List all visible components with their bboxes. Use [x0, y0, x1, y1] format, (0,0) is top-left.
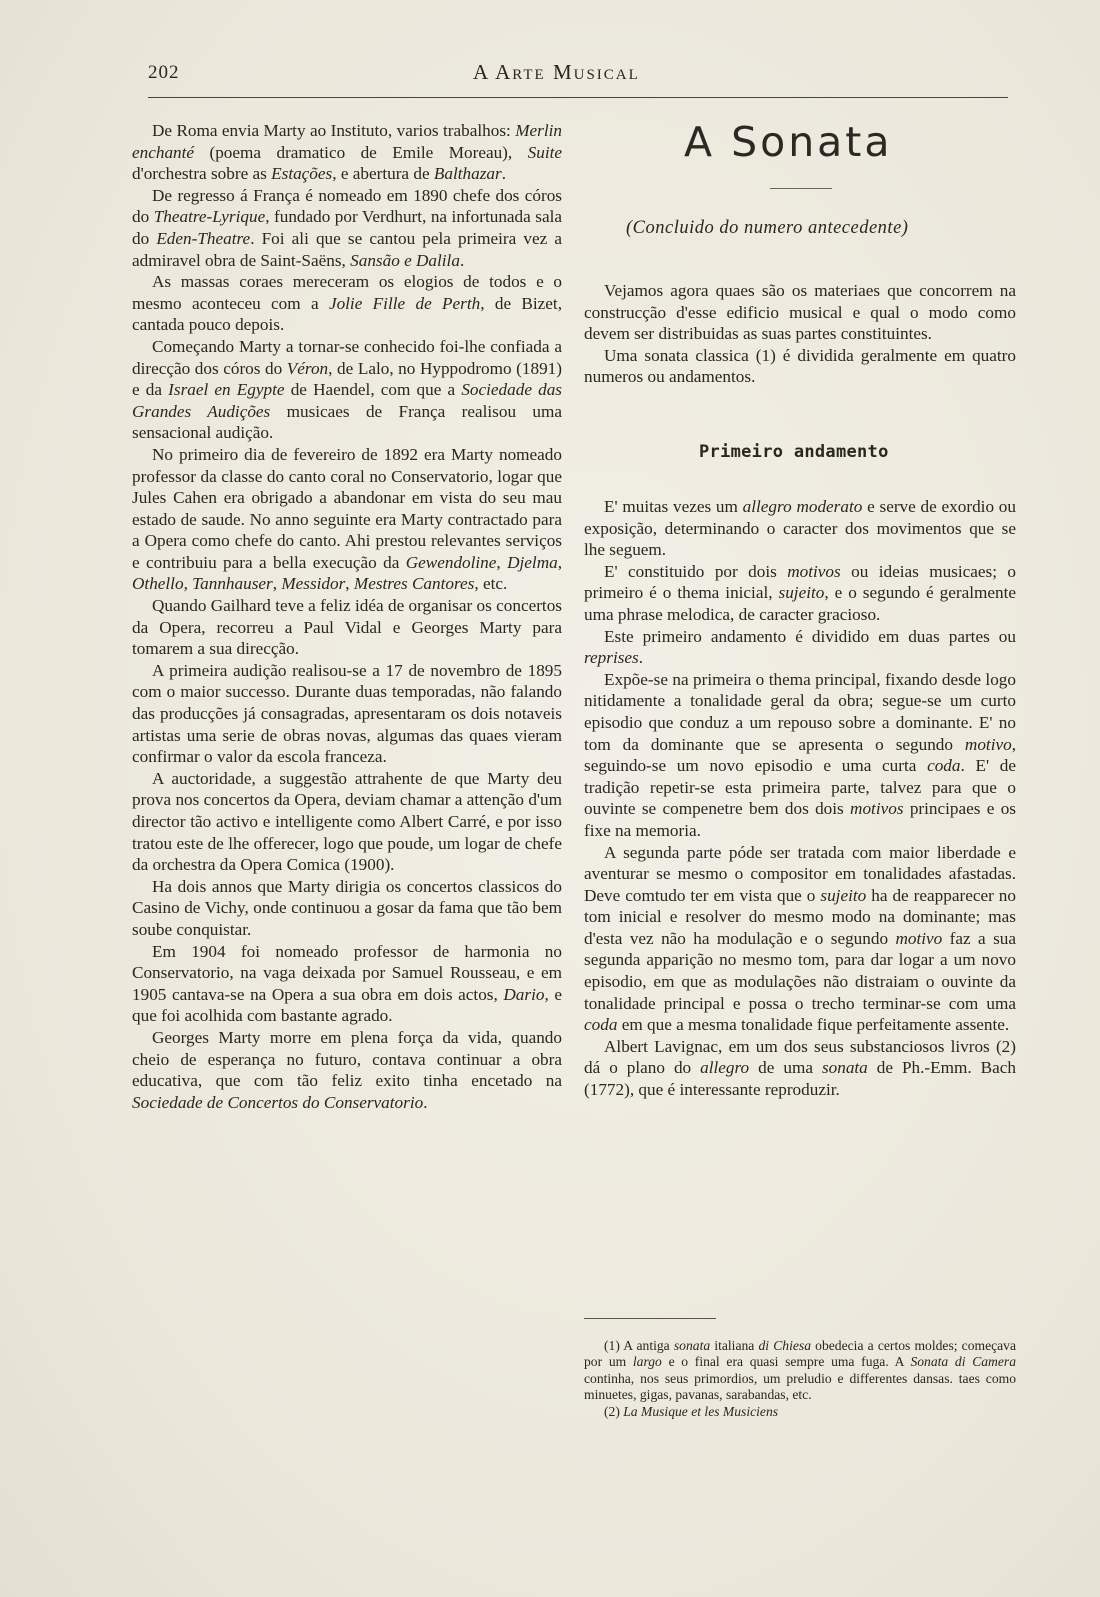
intro-paragraph: Vejamos agora quaes são os materiaes que concorrem na construcção d'esse edificio musical e qual o modo como devem ser distribuidas as suas partes constituintes.: [584, 281, 1016, 344]
footnotes: [584, 1338, 1016, 1420]
body-paragraph: Expõe-se na primeira o thema principal, fixando desde logo nitidamente a tonalidade geral da obra; segue-se um curto episodio que conduz a um repouso sobre a dominante. E' no tom da dominante que se apresenta o segundo motivo, seguindo-se um novo episodio e uma curta coda. E' de tradição repetir-se esta primeira parte, talvez para que o ouvinte se compenetre bem dos dois motivos principaes e os fixe na memoria.: [584, 669, 1016, 840]
left-paragraph: De Roma envia Marty ao Instituto, varios trabalhos: Merlin enchanté (poema dramatico de Emile Moreau), Suite d'orchestra sobre as Estações, e abertura de Balthazar.: [132, 121, 562, 184]
footnote: (1) A antiga sonata italiana di Chiesa obedecia a certos moldes; começava por um largo e o final era quasi sempre uma fuga. A Sonata di Camera continha, nos seus primordios, um preludio e differentes dansas. taes como minuetes, gigas, pavanas, sarabandas, etc.: [584, 1338, 1017, 1403]
left-paragraph: As massas coraes mereceram os elogios de todos e o mesmo aconteceu com a Jolie Fille de Perth, de Bizet, cantada pouco depois.: [132, 272, 563, 335]
right-column-intro: [584, 280, 1016, 388]
left-paragraph: No primeiro dia de fevereiro de 1892 era Marty nomeado professor da classe do canto coral no Conservatorio, logar que Jules Cahen era obrigado a abandonar em vista do seu mau estado de saude. No anno seguinte era Marty contractado para a Opera como chefe do canto. Ahi prestou relevantes serviços e contribuiu para a bella execução da Gewendoline, Djelma, Othello, Tannhauser, Messidor, Mestres Cantores, etc.: [132, 444, 563, 594]
body-paragraph: E' muitas vezes um allegro moderato e serve de exordio ou exposição, determinando o caracter dos movimentos que se lhe seguem.: [584, 497, 1016, 560]
left-paragraph: A auctoridade, a suggestão attrahente de que Marty deu prova nos concertos da Opera, deviam chamar a attenção d'um director tão activo e intelligente como Albert Carré, e por isso tratou este de lhe offerecer, logo que poude, um logar de chefe da orchestra da Opera Comica (1900).: [132, 768, 562, 875]
journal-title: A Arte Musical: [473, 60, 640, 84]
left-column: [132, 120, 562, 1113]
left-paragraph: Quando Gailhard teve a feliz idéa de organisar os concertos da Opera, recorreu a Paul Vidal e Georges Marty para tomarem a sua direcção.: [132, 596, 562, 659]
body-paragraph: A segunda parte póde ser tratada com maior liberdade e aventurar se mesmo o compositor em tonalidades afastadas. Deve comtudo ter em vista que o sujeito ha de reapparecer no tom inicial e resolver do mesmo modo na dominante; mas d'esta vez não ha modulação e o segundo motivo faz a sua segunda apparição no mesmo tom, para dar logar a um novo episodio, em que as modulações não distraiam o ouvinte da tonalidade principal e possa o trecho terminar-se com uma coda em que a mesma tonalidade fique perfeitamente assente.: [584, 842, 1016, 1035]
footnote: (2) La Musique et les Musiciens: [604, 1403, 779, 1419]
left-paragraph: De regresso á França é nomeado em 1890 chefe dos córos do Theatre-Lyrique, fundado por Verdhurt, na infortunada sala do Eden-Theatre. Foi ali que se cantou pela primeira vez a admiravel obra de Saint-Saëns, Sansão e Dalila.: [132, 185, 562, 270]
right-column-body: [584, 496, 1016, 1101]
page-number: 202: [148, 62, 180, 83]
article-title: A Sonata: [684, 118, 893, 166]
footnote-rule: [584, 1318, 716, 1319]
running-head: [148, 58, 990, 88]
body-paragraph: Este primeiro andamento é dividido em duas partes ou reprises.: [584, 626, 1016, 668]
left-paragraph: A primeira audição realisou-se a 17 de novembro de 1895 com o maior successo. Durante duas temporadas, não falando das producções já consagradas, apresentaram os dois notaveis artistas uma serie de obras novas, algumas das quaes vieram confirmar o valor da escola franceza.: [132, 660, 562, 767]
title-rule: [770, 188, 832, 189]
article-subtitle: (Concluido do numero antecedente): [626, 218, 909, 238]
header-rule: [148, 97, 1008, 98]
body-paragraph: E' constituido por dois motivos ou ideias musicaes; o primeiro é o thema inicial, sujeito, e o segundo é geralmente uma phrase melodica, de caracter gracioso.: [584, 561, 1016, 624]
section-heading: Primeiro andamento: [699, 442, 889, 462]
left-paragraph: Começando Marty a tornar-se conhecido foi-lhe confiada a direcção dos córos do Véron, de Lalo, no Hyppodromo (1891) e da Israel en Egypte de Haendel, com que a Sociedade das Grandes Audições musicaes de França realisou uma sensacional audição.: [132, 336, 562, 443]
left-paragraph: Em 1904 foi nomeado professor de harmonia no Conservatorio, na vaga deixada por Samuel Rousseau, e em 1905 cantava-se na Opera a sua obra em dois actos, Dario, e que foi acolhida com bastante agrado.: [132, 941, 562, 1026]
left-paragraph: Georges Marty morre em plena força da vida, quando cheio de esperança no futuro, contava continuar a obra educativa, que com tão feliz exito tinha encetado na Sociedade de Concertos do Conservatorio.: [132, 1027, 562, 1112]
body-paragraph: Albert Lavignac, em um dos seus substanciosos livros (2) dá o plano do allegro de uma sonata de Ph.-Emm. Bach (1772), que é interessante reproduzir.: [584, 1036, 1016, 1100]
left-paragraph: Ha dois annos que Marty dirigia os concertos classicos do Casino de Vichy, onde continuou a gosar da fama que tão bem soube conquistar.: [132, 876, 562, 939]
intro-paragraph: Uma sonata classica (1) é dividida geralmente em quatro numeros ou andamentos.: [584, 345, 1016, 387]
